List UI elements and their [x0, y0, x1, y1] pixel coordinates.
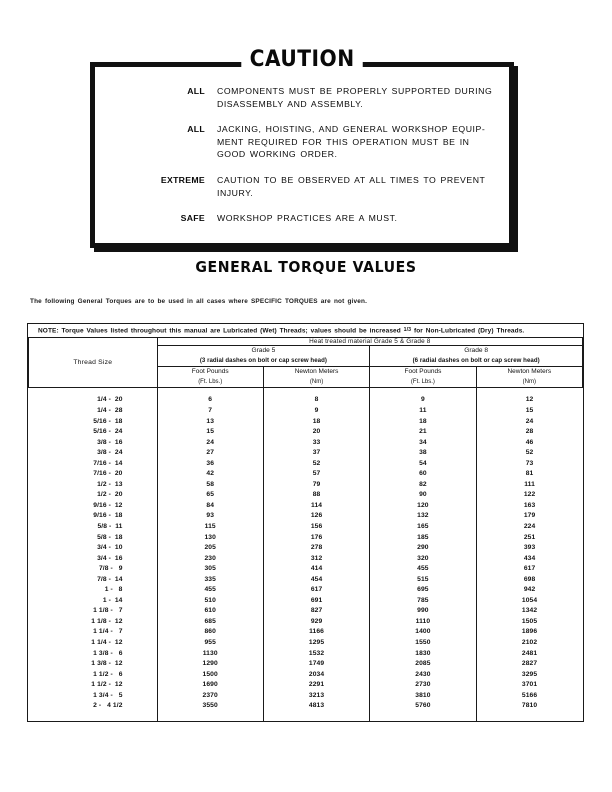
unit-label: Newton Meters: [507, 368, 552, 376]
caution-term: EXTREME: [160, 174, 205, 185]
table-header: [29, 338, 583, 388]
cell-grade5-foot-pounds: 13: [157, 417, 263, 428]
header-row-material: [29, 338, 583, 346]
cell-grade5-foot-pounds: 93: [157, 511, 263, 522]
caution-item: [105, 174, 493, 199]
table-row: [29, 564, 583, 575]
cell-grade5-newton-meters: 114: [263, 501, 369, 512]
table-row: [29, 543, 583, 554]
cell-grade8-newton-meters: 7810: [521, 702, 538, 710]
cell-grade5-foot-pounds: 205: [157, 543, 263, 554]
cell-grade8-foot-pounds: 18: [370, 417, 476, 428]
cell-grade5-newton-meters: 2291: [263, 680, 369, 691]
torque-table: [27, 323, 584, 722]
cell-grade5-foot-pounds: 27: [157, 448, 263, 459]
cell-grade5-newton-meters: 9: [263, 406, 369, 417]
cell-grade5-foot-pounds: 84: [157, 501, 263, 512]
cell-grade5-foot-pounds: 1130: [157, 649, 263, 660]
cell-grade5-foot-pounds: 335: [157, 575, 263, 586]
cell-grade5-foot-pounds: 510: [157, 596, 263, 607]
cell-grade8-newton-meters: 28: [525, 428, 534, 436]
caution-text: WORKSHOP PRACTICES ARE A MUST.: [217, 213, 398, 224]
table-row: [29, 406, 583, 417]
header-grade-5: [157, 346, 370, 367]
torque-table-grid: [28, 338, 583, 720]
caution-item: [105, 212, 493, 225]
cell-grade8-foot-pounds: 455: [370, 564, 476, 575]
cell-grade8-foot-pounds: 320: [370, 554, 476, 565]
table-body: [29, 388, 583, 721]
header-g8-foot-pounds: [370, 367, 476, 388]
cell-grade8-newton-meters: 46: [525, 438, 534, 446]
note-suffix: for Non-Lubricated (Dry) Threads.: [411, 327, 525, 335]
table-row: [29, 617, 583, 628]
table-row: [29, 691, 583, 702]
cell-thread-size: 1 - 8: [29, 585, 158, 596]
cell-thread-size: 1 1/4 - 7: [29, 627, 158, 638]
cell-grade8-newton-meters: 3701: [521, 681, 538, 689]
cell-grade8-foot-pounds: 9: [370, 388, 476, 406]
cell-grade5-newton-meters: 278: [263, 543, 369, 554]
cell-grade8-foot-pounds: 1400: [370, 627, 476, 638]
table-row: [29, 659, 583, 670]
cell-grade8-foot-pounds: 11: [370, 406, 476, 417]
cell-grade8-foot-pounds: 695: [370, 585, 476, 596]
cell-grade5-foot-pounds: 6: [157, 388, 263, 406]
cell-grade5-newton-meters: 52: [263, 459, 369, 470]
cell-thread-size: 1/2 - 13: [29, 480, 158, 491]
table-row: [29, 469, 583, 480]
header-g5-newton-meters: [263, 367, 369, 388]
cell-grade8-newton-meters: 251: [523, 533, 536, 541]
note-fraction: 1/3: [403, 327, 412, 333]
cell-grade8-foot-pounds: 82: [370, 480, 476, 491]
cell-grade5-foot-pounds: 305: [157, 564, 263, 575]
cell-thread-size: 5/8 - 18: [29, 533, 158, 544]
cell-thread-size: 1 1/4 - 12: [29, 638, 158, 649]
cell-grade8-newton-meters: 434: [523, 554, 536, 562]
cell-thread-size: 9/16 - 12: [29, 501, 158, 512]
caution-title-text: CAUTION: [241, 49, 363, 71]
cell-grade5-newton-meters: 126: [263, 511, 369, 522]
table-row: [29, 649, 583, 660]
table-row: [29, 501, 583, 512]
cell-grade5-newton-meters: 454: [263, 575, 369, 586]
caution-item: [105, 123, 493, 161]
caution-text: CAUTION TO BE OBSERVED AT ALL TIMES TO PREVENT INJURY.: [217, 174, 486, 198]
cell-grade8-foot-pounds: 60: [370, 469, 476, 480]
caution-term: ALL: [187, 124, 205, 135]
cell-grade8-newton-meters: 179: [523, 512, 536, 520]
cell-grade8-foot-pounds: 185: [370, 533, 476, 544]
table-row: [29, 533, 583, 544]
unit-abbrev: (Nm): [309, 378, 324, 385]
cell-grade8-newton-meters: 15: [525, 407, 534, 414]
cell-thread-size: 1/2 - 20: [29, 490, 158, 501]
cell-grade8-foot-pounds: 990: [370, 606, 476, 617]
cell-grade8-foot-pounds: 1550: [370, 638, 476, 649]
cell-grade5-newton-meters: 1749: [263, 659, 369, 670]
cell-grade5-foot-pounds: 1690: [157, 680, 263, 691]
caution-item: [105, 85, 493, 110]
cell-grade8-foot-pounds: 120: [370, 501, 476, 512]
cell-thread-size: 1 1/8 - 12: [29, 617, 158, 628]
unit-label: Foot Pounds: [404, 368, 442, 376]
caution-text: COMPONENTS MUST BE PROPERLY SUPPORTED DURING DISASSEMBLY AND ASSEMBLY.: [217, 86, 493, 109]
cell-grade5-foot-pounds: 230: [157, 554, 263, 565]
grade-5-title: Grade 5: [251, 347, 276, 355]
header-material: Heat treated material Grade 5 & Grade 8: [157, 338, 582, 346]
cell-thread-size: 7/16 - 20: [29, 469, 158, 480]
cell-grade5-newton-meters: 414: [263, 564, 369, 575]
cell-grade8-newton-meters: 1505: [521, 617, 538, 625]
caution-box: [90, 62, 514, 248]
cell-grade8-foot-pounds: 1830: [370, 649, 476, 660]
cell-grade5-foot-pounds: 58: [157, 480, 263, 491]
cell-thread-size: 1 3/8 - 12: [29, 659, 158, 670]
cell-grade5-foot-pounds: 115: [157, 522, 263, 533]
cell-thread-size: 3/4 - 16: [29, 554, 158, 565]
caution-text: JACKING, HOISTING, AND GENERAL WORKSHOP EQUIP-MENT REQUIRED FOR THIS OPERATION MUST BE IN GOOD WORKING ORDER.: [217, 124, 486, 160]
cell-thread-size: 1/4 - 28: [29, 406, 158, 417]
cell-grade5-newton-meters: 1295: [263, 638, 369, 649]
cell-grade5-newton-meters: 176: [263, 533, 369, 544]
cell-grade5-newton-meters: 312: [263, 554, 369, 565]
cell-grade8-foot-pounds: 3810: [370, 691, 476, 702]
intro-text: The following General Torques are to be used in all cases where SPECIFIC TORQUES are not given.: [30, 298, 368, 305]
table-row: [29, 680, 583, 691]
table-row: [29, 575, 583, 586]
cell-thread-size: 7/16 - 14: [29, 459, 158, 470]
cell-grade5-foot-pounds: 1290: [157, 659, 263, 670]
grade-8-subtitle: (6 radial dashes on bolt or cap screw head): [412, 357, 540, 365]
table-row: [29, 459, 583, 470]
cell-grade8-foot-pounds: 38: [370, 448, 476, 459]
cell-grade8-newton-meters: 224: [523, 523, 536, 531]
cell-grade8-newton-meters: 942: [523, 586, 536, 594]
cell-thread-size: 7/8 - 9: [29, 564, 158, 575]
cell-grade8-newton-meters: 1342: [521, 607, 538, 615]
cell-grade5-foot-pounds: 130: [157, 533, 263, 544]
table-row: [29, 480, 583, 491]
cell-grade8-foot-pounds: 515: [370, 575, 476, 586]
table-row: [29, 701, 583, 721]
cell-grade5-foot-pounds: 24: [157, 438, 263, 449]
table-row: [29, 585, 583, 596]
table-row: [29, 511, 583, 522]
cell-grade5-newton-meters: 1532: [263, 649, 369, 660]
cell-grade5-foot-pounds: 65: [157, 490, 263, 501]
cell-grade8-foot-pounds: 2085: [370, 659, 476, 670]
note-prefix: NOTE: Torque Values listed throughout this manual are Lubricated (Wet) Threads; values should be increased: [38, 327, 404, 335]
table-row: [29, 388, 583, 406]
cell-thread-size: 7/8 - 14: [29, 575, 158, 586]
cell-grade5-newton-meters: 1166: [263, 627, 369, 638]
cell-grade8-foot-pounds: 5760: [370, 701, 476, 721]
unit-abbrev: (Ft. Lbs.): [198, 378, 223, 385]
cell-grade5-newton-meters: 37: [263, 448, 369, 459]
cell-grade8-newton-meters: 24: [525, 417, 534, 425]
cell-grade8-foot-pounds: 2430: [370, 670, 476, 681]
cell-grade8-foot-pounds: 165: [370, 522, 476, 533]
cell-grade5-foot-pounds: 7: [157, 406, 263, 417]
cell-grade8-foot-pounds: 54: [370, 459, 476, 470]
cell-grade5-foot-pounds: 610: [157, 606, 263, 617]
table-row: [29, 670, 583, 681]
page-title: GENERAL TORQUE VALUES: [195, 258, 417, 276]
caution-block: [90, 47, 514, 248]
cell-thread-size: 1/4 - 20: [29, 388, 158, 406]
cell-grade5-foot-pounds: 455: [157, 585, 263, 596]
cell-grade5-newton-meters: 691: [263, 596, 369, 607]
cell-thread-size: 1 1/2 - 6: [29, 670, 158, 681]
cell-grade5-foot-pounds: 2370: [157, 691, 263, 702]
cell-grade5-newton-meters: 929: [263, 617, 369, 628]
cell-grade8-foot-pounds: 290: [370, 543, 476, 554]
cell-grade8-newton-meters: 122: [523, 491, 536, 499]
cell-grade8-newton-meters: 12: [525, 396, 534, 404]
cell-grade5-foot-pounds: 685: [157, 617, 263, 628]
cell-grade8-newton-meters: 81: [525, 470, 534, 478]
header-g8-newton-meters: [476, 367, 582, 388]
caution-term: ALL: [187, 86, 205, 96]
cell-thread-size: 3/8 - 16: [29, 438, 158, 449]
cell-grade8-newton-meters: 393: [523, 544, 536, 552]
cell-grade5-foot-pounds: 955: [157, 638, 263, 649]
cell-grade8-newton-meters: 1896: [521, 628, 538, 636]
cell-grade8-newton-meters: 111: [524, 480, 535, 488]
cell-thread-size: 1 - 14: [29, 596, 158, 607]
table-row: [29, 522, 583, 533]
table-row: [29, 627, 583, 638]
cell-grade8-foot-pounds: 1110: [370, 617, 476, 628]
cell-thread-size: 9/16 - 18: [29, 511, 158, 522]
cell-grade8-foot-pounds: 2730: [370, 680, 476, 691]
cell-grade8-foot-pounds: 90: [370, 490, 476, 501]
cell-thread-size: 1 3/8 - 6: [29, 649, 158, 660]
table-row: [29, 490, 583, 501]
cell-grade8-newton-meters: 617: [523, 565, 536, 573]
cell-thread-size: 3/4 - 10: [29, 543, 158, 554]
cell-grade5-foot-pounds: 15: [157, 427, 263, 438]
cell-grade5-newton-meters: 3213: [263, 691, 369, 702]
cell-grade5-newton-meters: 20: [263, 427, 369, 438]
cell-grade5-newton-meters: 2034: [263, 670, 369, 681]
cell-grade5-foot-pounds: 3550: [157, 701, 263, 721]
unit-label: Foot Pounds: [191, 368, 229, 376]
table-row: [29, 417, 583, 428]
cell-grade8-foot-pounds: 132: [370, 511, 476, 522]
cell-grade5-newton-meters: 8: [263, 388, 369, 406]
cell-grade8-newton-meters: 3295: [521, 670, 538, 678]
unit-abbrev: (Ft. Lbs.): [410, 378, 435, 385]
unit-label: Newton Meters: [294, 368, 339, 376]
cell-thread-size: 1 3/4 - 5: [29, 691, 158, 702]
cell-thread-size: 5/8 - 11: [29, 522, 158, 533]
cell-grade5-newton-meters: 827: [263, 606, 369, 617]
table-row: [29, 438, 583, 449]
cell-grade5-newton-meters: 18: [263, 417, 369, 428]
table-note: [28, 324, 583, 338]
cell-thread-size: 3/8 - 24: [29, 448, 158, 459]
cell-grade5-newton-meters: 33: [263, 438, 369, 449]
unit-abbrev: (Nm): [522, 378, 536, 385]
cell-grade5-newton-meters: 4813: [263, 701, 369, 721]
cell-grade5-newton-meters: 617: [263, 585, 369, 596]
cell-grade8-newton-meters: 163: [523, 501, 536, 509]
cell-grade5-foot-pounds: 36: [157, 459, 263, 470]
grade-5-subtitle: (3 radial dashes on bolt or cap screw head): [199, 357, 327, 365]
cell-grade8-newton-meters: 2481: [521, 649, 538, 657]
grade-8-title: Grade 8: [464, 347, 489, 355]
header-grade-8: [370, 346, 583, 367]
table-row: [29, 596, 583, 607]
cell-thread-size: 5/16 - 24: [29, 427, 158, 438]
cell-grade8-newton-meters: 52: [525, 449, 534, 457]
table-row: [29, 638, 583, 649]
cell-thread-size: 5/16 - 18: [29, 417, 158, 428]
table-row: [29, 427, 583, 438]
cell-grade5-newton-meters: 57: [263, 469, 369, 480]
cell-grade8-foot-pounds: 21: [370, 427, 476, 438]
cell-grade8-foot-pounds: 34: [370, 438, 476, 449]
cell-thread-size: 2 - 4 1/2: [29, 701, 158, 721]
cell-grade8-newton-meters: 2102: [521, 639, 538, 647]
cell-grade5-newton-meters: 79: [263, 480, 369, 491]
cell-grade8-newton-meters: 73: [525, 459, 534, 467]
cell-grade8-newton-meters: 698: [523, 575, 536, 583]
cell-grade8-foot-pounds: 785: [370, 596, 476, 607]
cell-grade8-newton-meters: 5166: [521, 691, 538, 699]
caution-term: SAFE: [180, 213, 205, 224]
header-thread-size: Thread Size: [29, 338, 158, 388]
header-g5-foot-pounds: [157, 367, 263, 388]
cell-grade8-newton-meters: 1054: [521, 596, 538, 604]
cell-grade5-newton-meters: 88: [263, 490, 369, 501]
cell-thread-size: 1 1/8 - 7: [29, 606, 158, 617]
table-row: [29, 554, 583, 565]
cell-grade8-newton-meters: 2827: [521, 660, 538, 668]
table-row: [29, 606, 583, 617]
table-row: [29, 448, 583, 459]
cell-grade5-foot-pounds: 1500: [157, 670, 263, 681]
cell-grade5-newton-meters: 156: [263, 522, 369, 533]
cell-grade5-foot-pounds: 42: [157, 469, 263, 480]
cell-thread-size: 1 1/2 - 12: [29, 680, 158, 691]
cell-grade5-foot-pounds: 860: [157, 627, 263, 638]
